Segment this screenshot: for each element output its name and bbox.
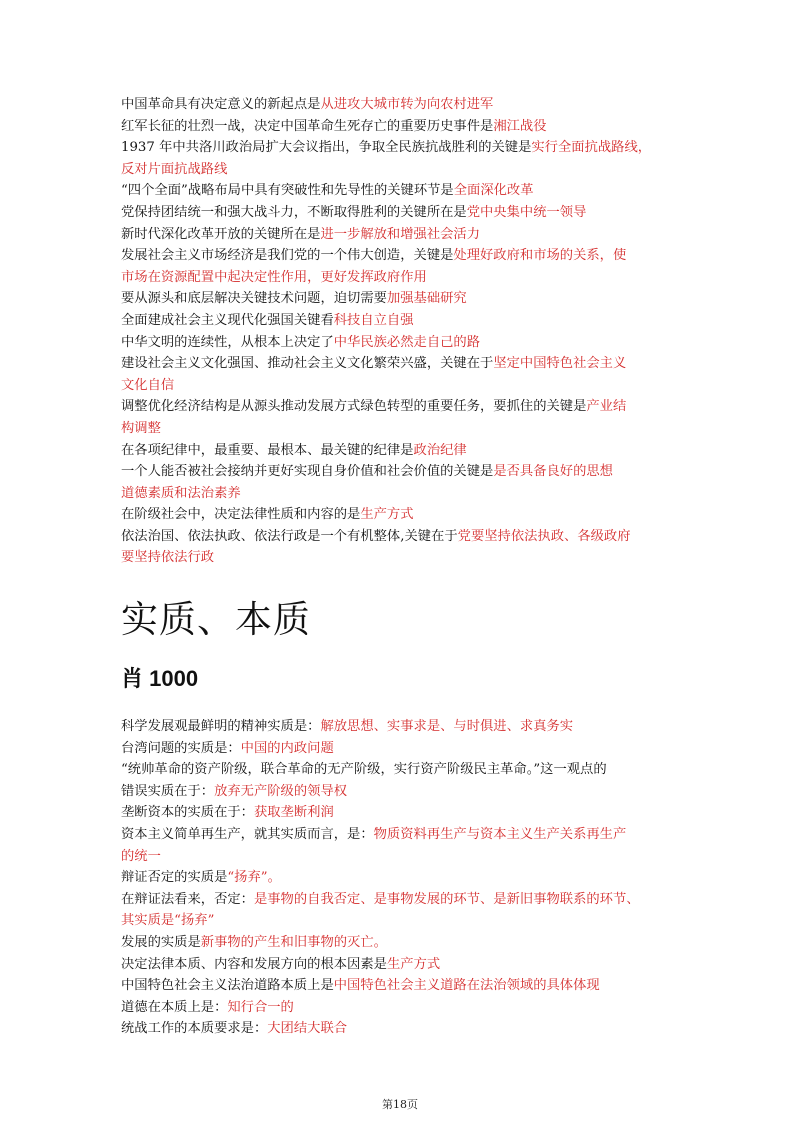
essence-points-section: [121, 716, 687, 1040]
line-plain-text: 科学发展观最鲜明的精神实质是：: [121, 719, 321, 734]
line-plain-text: 统战工作的本质要求是：: [121, 1021, 268, 1037]
line-answer-text: “扬弃”。: [227, 870, 281, 886]
line-answer-text: 湘江战役: [493, 118, 547, 134]
line-plain-text: 在各项纪律中，最重要、最根本、最关键的纪律是: [121, 442, 414, 458]
line-plain-text: 党保持团结统一和强大战斗力，不断取得胜利的关键所在是: [121, 204, 467, 220]
line-answer-text: 坚定中国特色社会主义: [493, 356, 627, 372]
text-line: [121, 954, 687, 976]
line-answer-text: 加强基础研究: [386, 291, 467, 307]
text-line: [121, 846, 687, 868]
line-plain-text: “统帅革命的资产阶级，联合革命的无产阶级，实行资产阶级民主革命。”这一观点的: [121, 762, 607, 778]
text-line: [121, 202, 687, 224]
text-line: [121, 483, 687, 505]
page-number: 第18页: [382, 1098, 418, 1111]
line-answer-text: 放弃无产阶级的领导权: [214, 783, 348, 799]
line-answer-text: 科技自立自强: [333, 312, 414, 328]
line-plain-text: 中华文明的连续性，从根本上决定了: [121, 334, 334, 350]
text-line: [121, 245, 687, 267]
line-plain-text: 道德在本质上是：: [121, 999, 228, 1015]
text-line: [121, 932, 687, 954]
line-plain-text: 一个人能否被社会接纳并更好实现自身价值和社会价值的关键是: [121, 464, 494, 480]
text-line: [121, 824, 687, 846]
line-answer-text: 大团结大联合: [267, 1021, 348, 1037]
line-answer-text: 从进攻大城市转为向农村进军: [320, 97, 494, 112]
text-line: [121, 781, 687, 803]
section-heading-essence: 实质、本质: [121, 598, 311, 641]
line-answer-text: 实行全面抗战路线，: [531, 140, 652, 156]
line-answer-text: 产业结: [586, 399, 627, 415]
line-answer-text: 获取垄断利润: [253, 805, 334, 821]
text-line: [121, 759, 687, 781]
text-line: [121, 137, 687, 159]
text-line: [121, 910, 687, 932]
text-line: [121, 461, 687, 483]
line-plain-text: 决定法律本质、内容和发展方向的根本因素是: [121, 956, 387, 972]
line-plain-text: 要从源头和底层解决关键技术问题，迫切需要: [121, 291, 387, 307]
line-answer-text: 其实质是“扬弃”: [121, 913, 215, 929]
line-answer-text: 政治纪律: [413, 442, 467, 458]
text-line: [121, 224, 687, 246]
line-answer-text: 文化自信: [121, 377, 175, 393]
line-answer-text: 新事物的产生和旧事物的灭亡。: [200, 934, 387, 950]
line-answer-text: 中国的内政问题: [240, 740, 334, 756]
line-plain-text: 发展社会主义市场经济是我们党的一个伟大创造，关键是: [121, 248, 454, 264]
text-line: [121, 997, 687, 1019]
text-line: [121, 504, 687, 526]
line-answer-text: 市场在资源配置中起决定性作用，更好发挥政府作用: [121, 269, 427, 285]
text-line: [121, 802, 687, 824]
text-line: [121, 526, 687, 548]
line-plain-text: 红军长征的壮烈一战，决定中国革命生死存亡的重要历史事件是: [121, 118, 494, 134]
text-line: [121, 180, 687, 202]
line-answer-text: 全面深化改革: [453, 183, 534, 199]
text-line: [121, 288, 687, 310]
line-answer-text: 知行合一的: [227, 999, 294, 1015]
line-plain-text: 台湾问题的实质是：: [121, 740, 241, 756]
line-plain-text: 依法治国、依法执政、依法行政是一个有机整体,关键在于: [121, 528, 458, 544]
text-line: [121, 738, 687, 760]
text-line: [121, 440, 687, 462]
line-answer-text: 进一步解放和增强社会活力: [320, 226, 481, 242]
text-line: [121, 1018, 687, 1040]
text-line: [121, 375, 687, 397]
text-line: [121, 396, 687, 418]
text-line: [121, 547, 687, 569]
line-plain-text: 调整优化经济结构是从源头推动发展方式绿色转型的重要任务，要抓住的关键是: [121, 399, 587, 415]
line-plain-text: 全面建成社会主义现代化强国关键看: [121, 312, 334, 328]
line-answer-text: 物质资料再生产与资本主义生产关系再生产: [373, 826, 627, 842]
text-line: [121, 310, 687, 332]
text-line: [121, 889, 687, 911]
line-plain-text: 中国特色社会主义法治道路本质上是: [121, 978, 334, 994]
line-answer-text: 生产方式: [360, 507, 414, 523]
line-answer-text: 是事物的自我否定、是事物发展的环节、是新旧事物联系的环节、: [253, 891, 640, 907]
line-plain-text: 辩证否定的实质是: [121, 870, 228, 886]
line-plain-text: 1937 年中共洛川政治局扩大会议指出，争取全民族抗战胜利的关键是: [121, 140, 532, 156]
line-plain-text: 垄断资本的实质在于：: [121, 805, 254, 821]
author-subheading: 肖 1000: [121, 666, 199, 691]
line-answer-text: 解放思想、实事求是、与时俱进、求真务实: [320, 719, 574, 734]
line-plain-text: 发展的实质是: [121, 934, 201, 950]
line-plain-text: 在辩证法看来，否定：: [121, 891, 254, 907]
text-line: [121, 975, 687, 997]
line-plain-text: 中国革命具有决定意义的新起点是: [121, 97, 321, 112]
line-plain-text: 在阶级社会中，决定法律性质和内容的是: [121, 507, 361, 523]
line-answer-text: 处理好政府和市场的关系，使: [453, 248, 627, 264]
line-answer-text: 中国特色社会主义道路在法治领域的具体体现: [333, 978, 600, 994]
line-answer-text: 构调整: [121, 420, 161, 436]
line-answer-text: 是否具备良好的思想: [493, 464, 613, 480]
line-answer-text: 党要坚持依法执政、各级政府: [457, 528, 631, 544]
line-answer-text: 生产方式: [386, 956, 441, 972]
text-line: [121, 418, 687, 440]
line-answer-text: 道德素质和法治素养: [121, 485, 241, 501]
text-line: [121, 353, 687, 375]
line-answer-text: 党中央集中统一领导: [466, 204, 587, 220]
line-plain-text: 建设社会主义文化强国、推动社会主义文化繁荣兴盛，关键在于: [121, 356, 494, 372]
text-line: [121, 116, 687, 138]
text-line: [121, 716, 687, 738]
text-line: [121, 159, 687, 181]
line-plain-text: 资本主义简单再生产，就其实质而言，是：: [121, 826, 374, 842]
line-plain-text: 错误实质在于：: [121, 783, 215, 799]
line-answer-text: 反对片面抗战路线: [121, 161, 228, 177]
line-answer-text: 的统一: [121, 848, 161, 864]
line-plain-text: 新时代深化改革开放的关键所在是: [121, 226, 321, 242]
text-line: [121, 332, 687, 354]
text-line: [121, 267, 687, 289]
text-line: [121, 94, 687, 116]
key-points-section: [121, 94, 687, 569]
line-answer-text: 要坚持依法行政: [121, 550, 215, 566]
line-answer-text: 中华民族必然走自己的路: [333, 334, 481, 350]
line-plain-text: “四个全面”战略布局中具有突破性和先导性的关键环节是: [121, 183, 454, 199]
text-line: [121, 867, 687, 889]
